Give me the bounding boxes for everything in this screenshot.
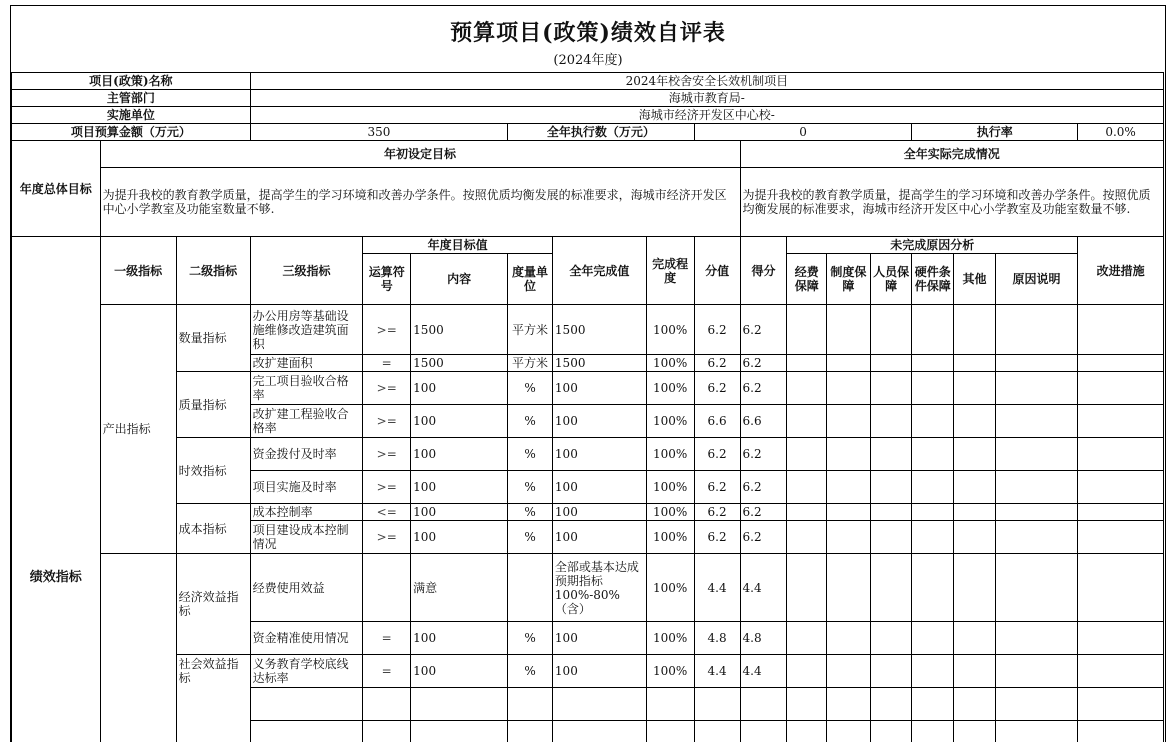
empty-cell [870,471,912,504]
empty-cell [827,305,871,355]
empty-cell [954,355,996,372]
completion-degree: 100% [646,471,694,504]
empty-cell [1078,655,1164,688]
empty-cell [827,521,871,554]
empty-cell [954,688,996,721]
quantity-indicator-group: 数量指标 [176,305,250,372]
empty-cell [912,622,954,655]
indicator-name: 资金精准使用情况 [250,622,363,655]
indicator-name: 成本控制率 [250,504,363,521]
info-row-dept [12,90,1164,107]
budget-label: 项目预算金额（万元） [12,124,251,141]
table-row [12,305,1164,355]
score-value: 6.2 [694,471,740,504]
empty-cell [954,521,996,554]
empty-cell [870,554,912,622]
empty-cell [995,521,1077,554]
empty-cell [954,655,996,688]
initial-goal-header: 年初设定目标 [100,141,740,168]
evaluation-sheet [10,5,1166,742]
measure-unit: % [508,471,553,504]
empty-cell [954,471,996,504]
target-group-header: 年度目标值 [363,237,553,254]
indicator-name: 项目建设成本控制情况 [250,521,363,554]
empty-cell [646,688,694,721]
info-row-budget [12,124,1164,141]
target-content: 100 [411,655,508,688]
empty-cell [912,504,954,521]
completion-degree: 100% [646,305,694,355]
empty-cell [827,504,871,521]
operator: = [363,355,411,372]
annual-value: 全部或基本达成预期指标100%-80%（含） [552,554,646,622]
completion-degree: 100% [646,504,694,521]
empty-cell [411,688,508,721]
empty-cell [870,521,912,554]
measure-unit: % [508,521,553,554]
score: 6.2 [740,372,787,405]
empty-cell [827,721,871,742]
unit-label: 实施单位 [12,107,251,124]
empty-cell [995,305,1077,355]
empty-cell [912,721,954,742]
annual-value: 100 [552,504,646,521]
empty-cell [995,438,1077,471]
empty-cell [1078,622,1164,655]
annual-value: 1500 [552,355,646,372]
empty-cell [995,688,1077,721]
empty-cell [995,655,1077,688]
annual-header: 全年完成值 [552,237,646,305]
annual-value: 100 [552,471,646,504]
table-row [12,504,1164,521]
empty-cell [870,622,912,655]
empty-cell [912,372,954,405]
exec-label: 全年执行数（万元） [508,124,695,141]
target-content: 100 [411,438,508,471]
score: 6.2 [740,521,787,554]
target-content: 满意 [411,554,508,622]
empty-cell [912,355,954,372]
initial-goal-text: 为提升我校的教育教学质量，提高学生的学习环境和改善办学条件。按照优质均衡发展的标准要求，海城市经济开发区中心小学教室及功能室数量不够. [100,168,740,237]
empty-cell [954,405,996,438]
annual-value: 100 [552,438,646,471]
annual-value: 100 [552,655,646,688]
empty-cell [912,471,954,504]
unit-header: 度量单位 [508,254,553,305]
empty-cell [1078,688,1164,721]
empty-cell [995,721,1077,742]
score: 6.6 [740,405,787,438]
score: 4.4 [740,655,787,688]
empty-cell [787,655,827,688]
info-row-name [12,73,1164,90]
timeliness-indicator-group: 时效指标 [176,438,250,504]
target-content: 1500 [411,305,508,355]
operator: >= [363,305,411,355]
empty-cell [1078,405,1164,438]
indicator-name: 改扩建面积 [250,355,363,372]
indicator-name: 义务教育学校底线达标率 [250,655,363,688]
operator: = [363,655,411,688]
empty-cell [827,622,871,655]
level2-header: 二级指标 [176,237,250,305]
rate-label: 执行率 [912,124,1078,141]
score-value: 4.8 [694,622,740,655]
empty-cell [1078,471,1164,504]
reason-other-header: 其他 [954,254,996,305]
score-value-header: 分值 [694,237,740,305]
empty-cell [827,554,871,622]
empty-cell [787,554,827,622]
score: 6.2 [740,504,787,521]
empty-cell [1078,504,1164,521]
table-row [12,655,1164,688]
score: 4.8 [740,622,787,655]
improve-header: 改进措施 [1078,237,1164,305]
operator: >= [363,438,411,471]
indicator-name: 经费使用效益 [250,554,363,622]
empty-cell [740,721,787,742]
score-value: 6.2 [694,521,740,554]
empty-cell [552,721,646,742]
empty-cell [954,438,996,471]
empty-cell [250,688,363,721]
empty-cell [954,372,996,405]
empty-cell [995,554,1077,622]
empty-cell [954,504,996,521]
empty-cell [1078,355,1164,372]
annual-value: 1500 [552,305,646,355]
empty-cell [787,504,827,521]
empty-cell [694,688,740,721]
operator: >= [363,471,411,504]
perf-indicator-label: 绩效指标 [12,237,101,742]
empty-cell [870,405,912,438]
empty-cell [363,688,411,721]
info-row-unit [12,107,1164,124]
empty-cell [508,688,553,721]
empty-cell [646,721,694,742]
empty-cell [954,554,996,622]
operator: >= [363,521,411,554]
empty-cell [954,622,996,655]
indicator-name: 改扩建工程验收合格率 [250,405,363,438]
measure-unit: % [508,438,553,471]
empty-cell [1078,521,1164,554]
target-content: 1500 [411,355,508,372]
unit-value: 海城市经济开发区中心校- [250,107,1163,124]
empty-cell [827,688,871,721]
completion-degree: 100% [646,355,694,372]
actual-goal-header: 全年实际完成情况 [740,141,1163,168]
score: 6.2 [740,355,787,372]
empty-cell [411,721,508,742]
economic-indicator-group: 经济效益指标 [176,554,250,655]
reason-staff-header: 人员保障 [870,254,912,305]
table-row [12,372,1164,405]
empty-cell [827,372,871,405]
measure-unit: 平方米 [508,355,553,372]
table-row [12,554,1164,622]
measure-unit [508,554,553,622]
indicator-name: 完工项目验收合格率 [250,372,363,405]
dept-label: 主管部门 [12,90,251,107]
empty-cell [1078,438,1164,471]
empty-cell [995,405,1077,438]
empty-cell [250,721,363,742]
op-header: 运算符号 [363,254,411,305]
empty-cell [787,721,827,742]
empty-cell [870,355,912,372]
empty-cell [787,305,827,355]
operator: = [363,622,411,655]
reason-system-header: 制度保障 [827,254,871,305]
evaluation-table [11,72,1164,742]
empty-cell [1078,554,1164,622]
indicator-name: 项目实施及时率 [250,471,363,504]
measure-unit: % [508,372,553,405]
target-content: 100 [411,504,508,521]
empty-cell [827,355,871,372]
empty-cell [787,622,827,655]
empty-cell [870,372,912,405]
score-header: 得分 [740,237,787,305]
empty-cell [912,655,954,688]
empty-cell [787,372,827,405]
measure-unit: % [508,405,553,438]
content-header: 内容 [411,254,508,305]
empty-cell [870,721,912,742]
operator: >= [363,372,411,405]
empty-cell [827,655,871,688]
empty-cell [870,688,912,721]
empty-cell [827,405,871,438]
score-value: 4.4 [694,554,740,622]
score-value: 6.2 [694,372,740,405]
budget-value: 350 [250,124,507,141]
goal-text-row [12,168,1164,237]
target-content: 100 [411,372,508,405]
measure-unit: % [508,655,553,688]
empty-cell [870,438,912,471]
rate-value: 0.0% [1078,124,1164,141]
empty-cell [787,438,827,471]
empty-cell [827,438,871,471]
empty-cell [1078,372,1164,405]
reason-funds-header: 经费保障 [787,254,827,305]
empty-cell [954,721,996,742]
empty-cell [827,471,871,504]
social-indicator-group: 社会效益指标 [176,655,250,742]
empty-cell [787,355,827,372]
annual-value: 100 [552,372,646,405]
empty-cell [995,471,1077,504]
score: 4.4 [740,554,787,622]
completion-degree: 100% [646,622,694,655]
empty-cell [995,372,1077,405]
reason-hardware-header: 硬件条件保障 [912,254,954,305]
level1-header: 一级指标 [100,237,176,305]
page-title: 预算项目(政策)绩效自评表 [450,20,726,46]
score: 6.2 [740,471,787,504]
annual-value: 100 [552,622,646,655]
empty-cell [1078,305,1164,355]
year-label: (2024年度) [553,53,623,68]
empty-cell [694,721,740,742]
empty-cell [363,721,411,742]
completion-degree: 100% [646,521,694,554]
empty-level1-cell [100,554,176,742]
operator: <= [363,504,411,521]
target-content: 100 [411,471,508,504]
level3-header: 三级指标 [250,237,363,305]
actual-goal-text: 为提升我校的教育教学质量，提高学生的学习环境和改善办学条件。按照优质均衡发展的标准要求，海城市经济开发区中心小学教室及功能室数量不够. [740,168,1163,237]
empty-cell [870,655,912,688]
reason-explain-header: 原因说明 [995,254,1077,305]
completion-degree: 100% [646,372,694,405]
annual-value: 100 [552,405,646,438]
completion-header: 完成程度 [646,237,694,305]
score-value: 6.6 [694,405,740,438]
empty-cell [912,305,954,355]
score-value: 6.2 [694,305,740,355]
table-row [12,438,1164,471]
empty-cell [870,305,912,355]
reason-group-header: 未完成原因分析 [787,237,1078,254]
empty-cell [740,688,787,721]
empty-cell [787,471,827,504]
output-indicator-group: 产出指标 [100,305,176,554]
target-content: 100 [411,622,508,655]
indicator-name: 资金拨付及时率 [250,438,363,471]
empty-cell [995,355,1077,372]
empty-cell [552,688,646,721]
target-content: 100 [411,521,508,554]
empty-cell [787,405,827,438]
exec-value: 0 [694,124,912,141]
operator: >= [363,405,411,438]
score-value: 6.2 [694,355,740,372]
empty-cell [912,438,954,471]
annual-value: 100 [552,521,646,554]
score-value: 6.2 [694,504,740,521]
cost-indicator-group: 成本指标 [176,504,250,554]
empty-cell [995,622,1077,655]
quality-indicator-group: 质量指标 [176,372,250,438]
completion-degree: 100% [646,655,694,688]
empty-cell [508,721,553,742]
indicator-header-row-1 [12,237,1164,254]
empty-cell [912,521,954,554]
empty-cell [954,305,996,355]
measure-unit: % [508,504,553,521]
completion-degree: 100% [646,438,694,471]
score: 6.2 [740,305,787,355]
project-name-value: 2024年校舍安全长效机制项目 [250,73,1163,90]
completion-degree: 100% [646,405,694,438]
completion-degree: 100% [646,554,694,622]
score-value: 4.4 [694,655,740,688]
annual-goal-label: 年度总体目标 [12,141,101,237]
measure-unit: 平方米 [508,305,553,355]
dept-value: 海城市教育局- [250,90,1163,107]
operator [363,554,411,622]
goal-header-row [12,141,1164,168]
project-name-label: 项目(政策)名称 [12,73,251,90]
indicator-name: 办公用房等基础设施维修改造建筑面积 [250,305,363,355]
target-content: 100 [411,405,508,438]
empty-cell [787,521,827,554]
empty-cell [787,688,827,721]
empty-cell [912,405,954,438]
score: 6.2 [740,438,787,471]
empty-cell [912,688,954,721]
empty-cell [1078,721,1164,742]
empty-cell [870,504,912,521]
empty-cell [912,554,954,622]
score-value: 6.2 [694,438,740,471]
empty-cell [995,504,1077,521]
measure-unit: % [508,622,553,655]
